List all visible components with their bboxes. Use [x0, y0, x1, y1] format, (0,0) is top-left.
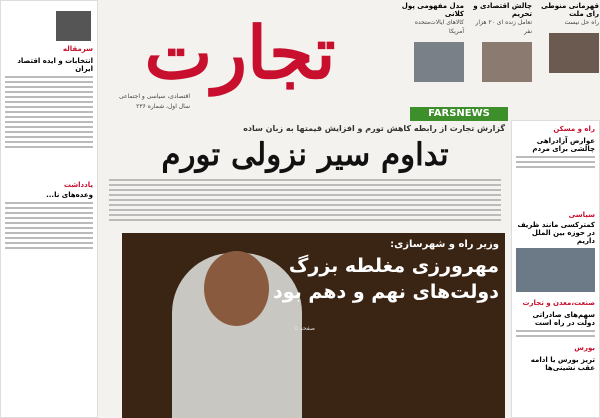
teaser-photo: [482, 42, 532, 82]
top-teaser-1: [533, 2, 599, 100]
left-header-2: یادداشت: [63, 181, 93, 189]
teaser-title: قهرمانی منوطی رای ملت: [541, 2, 599, 18]
right-section-3: صنعت،معدن و تجارت: [522, 299, 595, 307]
main-kicker: گزارش تجارت از رابطه کاهش تورم و افزایش قیمتها به زبان ساده: [243, 124, 505, 133]
person-head: [204, 251, 269, 326]
right-section-4: بورس: [574, 344, 595, 352]
top-teaser-3: [398, 2, 464, 100]
teaser-photo: [549, 33, 599, 73]
top-teaser-2: [466, 2, 532, 100]
right-title-4: تریز بورس با ادامه عقب نشینی‌ها: [530, 356, 595, 372]
masthead-info: سال اول، شماره ۲۳۶: [136, 103, 190, 110]
left-photo: [56, 11, 91, 41]
body-text: [105, 176, 505, 231]
right-title-3: سهم‌های صادراتی دولت در راه است: [532, 311, 595, 327]
right-column: [511, 120, 600, 418]
left-header: سرمقاله: [62, 45, 93, 53]
teaser-title: چالش اقتصادی و تحریم: [473, 2, 532, 18]
right-section-1: راه و مسکن: [553, 125, 595, 133]
left-title: انتخابات و ایده اقتصاد ایران: [17, 57, 93, 73]
photo-story: [122, 233, 505, 418]
right-title-2: کمترکسی مانند ظریف در حوزه بین الملل داریم: [517, 221, 595, 245]
photo-page: صفحه ۵: [294, 325, 315, 332]
teaser-title: مدل مفهومی پول کلانی: [401, 2, 464, 18]
right-photo: [516, 248, 595, 292]
right-section-2: سیاسی: [568, 211, 595, 219]
photo-label: وزیر راه و شهرسازی:: [390, 239, 499, 250]
masthead-logo-text: تجارت: [144, 10, 336, 95]
masthead-subtitle: اقتصادی، سیاسی و اجتماعی: [118, 93, 190, 100]
masthead-logo: [105, 5, 375, 105]
right-title-1: عوارض آزادراهی چالشی برای مردم: [532, 137, 595, 153]
farsnews-watermark: [410, 107, 508, 121]
teaser-sub: کالاهای ایالات‌متحده آمریکا: [414, 19, 464, 35]
watermark-text: FARSNEWS: [428, 108, 490, 119]
left-title-2: وعده‌های نا...: [46, 191, 93, 199]
teaser-sub: تعامل زنده ای ۲۰ هزار نفر: [475, 19, 532, 35]
teaser-sub: راه حل نیست: [564, 19, 599, 26]
left-column: [0, 0, 98, 418]
main-headline: تداوم سیر نزولی تورم: [161, 137, 449, 173]
photo-headline-1: مهرورزی مغلطه بزرگ: [288, 255, 499, 277]
photo-headline-2: دولت‌های نهم و دهم بود: [273, 281, 499, 303]
teaser-photo: [414, 42, 464, 82]
